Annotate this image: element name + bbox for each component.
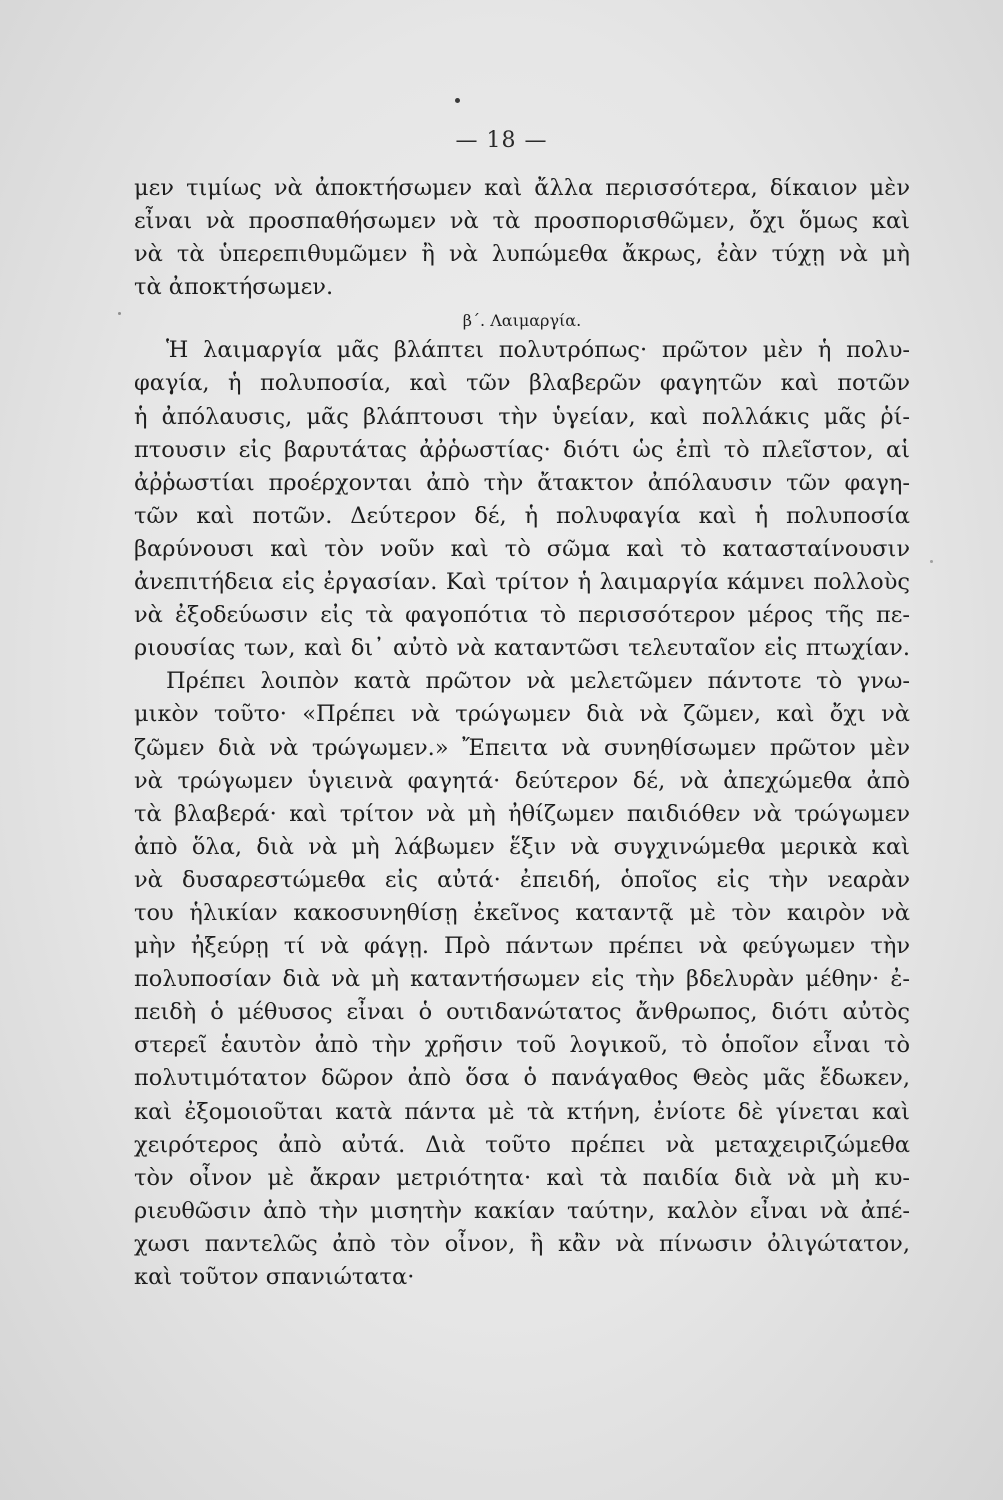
text-line: ριουσίας των, καὶ δι᾽ αὐτὸ νὰ καταντῶσι τελευταῖον εἰς πτωχίαν. — [134, 635, 910, 662]
text-line: ἀνεπιτήδεια εἰς ἐργασίαν. Καὶ τρίτον ἡ λαιμαργία κάμνει πολλοὺς — [134, 569, 910, 596]
text-line: μεν τιμίως νὰ ἀποκτήσωμεν καὶ ἄλλα περισσότερα, δίκαιον μὲν — [134, 175, 910, 201]
paragraph-gluttony — [134, 334, 910, 665]
text-line: πειδὴ ὁ μέθυσος εἶναι ὁ ουτιδανώτατος ἄνθρωπος, διότι αὐτὸς — [134, 999, 910, 1026]
text-line: βαρύνουσι καὶ τὸν νοῦν καὶ τὸ σῶμα καὶ τὸ κατασταίνουσιν — [134, 535, 910, 562]
text-line: εἶναι νὰ προσπαθήσωμεν νὰ τὰ προσπορισθῶμεν, ὄχι ὅμως καὶ — [134, 208, 910, 235]
text-line: νὰ δυσαρεστώμεθα εἰς αὐτά· ἐπειδή, ὁποῖος εἰς τὴν νεαρὰν — [134, 866, 910, 893]
text-line: μὴν ἠξεύρῃ τί νὰ φάγῃ. Πρὸ πάντων πρέπει νὰ φεύγωμεν τὴν — [134, 933, 910, 960]
text-line: ἀπὸ ὅλα, διὰ νὰ μὴ λάβωμεν ἕξιν νὰ συγχινώμεθα μερικὰ καὶ — [134, 833, 910, 860]
text-line: χωσι παντελῶς ἀπὸ τὸν οἶνον, ἢ κἂν νὰ πίνωσιν ὀλιγώτατον, — [134, 1230, 910, 1257]
paragraph-advice — [134, 665, 910, 1294]
text-line: μικὸν τοῦτο· «Πρέπει νὰ τρώγωμεν διὰ νὰ ζῶμεν, καὶ ὄχι νὰ — [134, 701, 910, 728]
text-line: νὰ τὰ ὑπερεπιθυμῶμεν ἢ νὰ λυπώμεθα ἄκρως, ἐὰν τύχῃ νὰ μὴ — [134, 241, 910, 268]
text-line: χειρότερος ἀπὸ αὐτά. Διὰ τοῦτο πρέπει νὰ μεταχειριζώμεθα — [134, 1131, 910, 1158]
ink-speck — [118, 312, 121, 315]
text-line: ἡ ἀπόλαυσις, μᾶς βλάπτουσι τὴν ὑγείαν, καὶ πολλάκις μᾶς ῥί- — [134, 403, 910, 430]
text-line: φαγία, ἡ πολυποσία, καὶ τῶν βλαβερῶν φαγητῶν καὶ ποτῶν — [134, 370, 910, 397]
text-line: τὸν οἶνον μὲ ἄκραν μετριότητα· καὶ τὰ παιδία διὰ νὰ μὴ κυ- — [134, 1164, 910, 1191]
text-line: καὶ ἐξομοιοῦται κατὰ πάντα μὲ τὰ κτήνη, ἐνίοτε δὲ γίνεται καὶ — [134, 1098, 910, 1125]
text-line: πολυποσίαν διὰ νὰ μὴ καταντήσωμεν εἰς τὴν βδελυρὰν μέθην· ἐ- — [134, 966, 910, 993]
text-line: καὶ τοῦτον σπανιώτατα· — [134, 1264, 415, 1290]
text-line: ἀῤῥωστίαι προέρχονται ἀπὸ τὴν ἄτακτον ἀπόλαυσιν τῶν φαγη- — [134, 469, 910, 496]
text-line: πτουσιν εἰς βαρυτάτας ἀῤῥωστίας· διότι ὡς ἐπὶ τὸ πλεῖστον, αἱ — [134, 436, 910, 463]
ink-speck — [455, 98, 460, 103]
text-line: Πρέπει λοιπὸν κατὰ πρῶτον νὰ μελετῶμεν πάντοτε τὸ γνω- — [166, 668, 910, 695]
text-line: νὰ τρώγωμεν ὑγιεινὰ φαγητά· δεύτερον δέ, νὰ ἀπεχώμεθα ἀπὸ — [134, 767, 910, 794]
text-line: νὰ ἐξοδεύωσιν εἰς τὰ φαγοπότια τὸ περισσότερον μέρος τῆς πε- — [134, 602, 910, 629]
section-heading: β΄. Λαιμαργία. — [462, 311, 582, 331]
body-text — [134, 172, 910, 1294]
text-line: στερεῖ ἑαυτὸν ἀπὸ τὴν χρῆσιν τοῦ λογικοῦ, τὸ ὁποῖον εἶναι τὸ — [134, 1032, 910, 1059]
ink-speck — [930, 560, 933, 563]
text-line: πολυτιμότατον δῶρον ἀπὸ ὅσα ὁ πανάγαθος Θεὸς μᾶς ἔδωκεν, — [134, 1065, 910, 1092]
text-line: του ἡλικίαν κακοσυνηθίσῃ ἐκεῖνος καταντᾷ μὲ τὸν καιρὸν νὰ — [134, 899, 910, 926]
text-line: Ἡ λαιμαργία μᾶς βλάπτει πολυτρόπως· πρῶτον μὲν ἡ πολυ- — [166, 337, 910, 364]
text-line: τὰ ἀποκτήσωμεν. — [134, 274, 334, 301]
text-line: ριευθῶσιν ἀπὸ τὴν μισητὴν κακίαν ταύτην, καλὸν εἶναι νὰ ἀπέ- — [134, 1197, 910, 1224]
paragraph-intro — [134, 172, 910, 304]
page-number: — 18 — — [455, 128, 548, 153]
text-line: ζῶμεν διὰ νὰ τρώγωμεν.» Ἔπειτα νὰ συνηθίσωμεν πρῶτον μὲν — [134, 734, 910, 761]
text-line: τῶν καὶ ποτῶν. Δεύτερον δέ, ἡ πολυφαγία καὶ ἡ πολυποσία — [134, 502, 910, 529]
text-line: τὰ βλαβερά· καὶ τρίτον νὰ μὴ ἠθίζωμεν παιδιόθεν νὰ τρώγωμεν — [134, 800, 910, 827]
